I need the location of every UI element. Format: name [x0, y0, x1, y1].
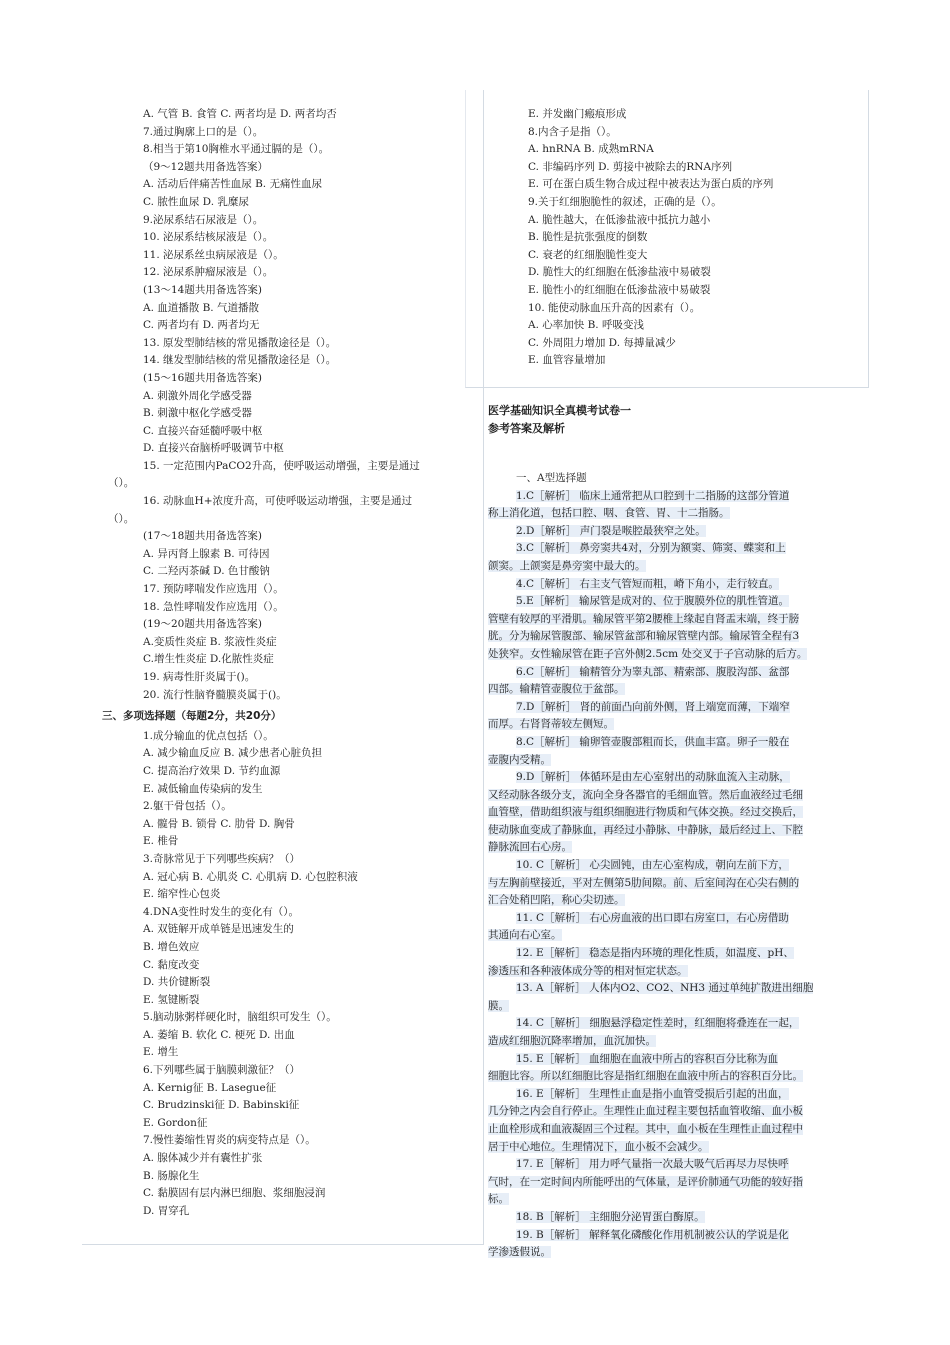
question-line: (15～16题共用备选答案) [143, 371, 262, 384]
question-line: A.变质性炎症 B. 浆液性炎症 [143, 635, 277, 648]
answer-text: 渗透压和各种液体成分等的相对恒定状态。 [488, 964, 688, 977]
question-line: （9～12题共用备选答案） [143, 160, 269, 173]
answer-text: 气时，在一定时间内所能呼出的气体量，是评价肺通气功能的较好指 [488, 1175, 803, 1188]
question-line: E. 缩窄性心包炎 [143, 888, 221, 901]
answer-line [488, 734, 844, 752]
answer-line [488, 1068, 844, 1086]
question-line: A. 双链解开成单链是迅速发生的 [143, 923, 294, 936]
answer-line [488, 611, 844, 629]
question-line: 6.下列哪些属于脑膜刺激征？（） [143, 1064, 301, 1077]
answer-text: 17. E［解析］ 用力呼气量指一次最大吸气后再尽力尽快呼 [516, 1158, 789, 1171]
question-line: 15. 一定范围内PaCO2升高，使呼吸运动增强，主要是通过 [143, 459, 420, 472]
question-line: 2.躯干骨包括（）。 [143, 800, 232, 813]
question-line: 8.内含子是指（）。 [528, 125, 617, 138]
answer-line [488, 1174, 844, 1192]
answer-text: 而厚。右肾肾蒂较左侧短。 [488, 718, 614, 731]
question-line: E. 血管容量增加 [528, 354, 606, 367]
answer-line [488, 769, 844, 787]
answer-text: 四部。输精管壶腹位于盆部。 [488, 683, 625, 696]
answer-line [488, 1227, 844, 1245]
question-line: A. 髋骨 B. 锁骨 C. 肋骨 D. 胸骨 [143, 817, 295, 830]
answer-line [488, 1051, 844, 1069]
question-line: 11. 泌尿系丝虫病尿液是（）。 [143, 248, 284, 261]
question-line: A. 刺激外周化学感受器 [143, 389, 252, 402]
question-line: 10. 能使动脉血压升高的因素有（）。 [528, 301, 701, 314]
question-line: E. 氢键断裂 [143, 993, 200, 1006]
answer-line [488, 470, 844, 488]
question-line: C.增生性炎症 D.化脓性炎症 [143, 653, 274, 666]
question-line: C. 脓性血尿 D. 乳糜尿 [143, 195, 249, 208]
question-line: 12. 泌尿系肿瘤尿液是（）。 [143, 266, 274, 279]
question-line: A. 萎缩 B. 软化 C. 梗死 D. 出血 [143, 1028, 295, 1041]
answer-line [488, 593, 844, 611]
answer-line [488, 1015, 844, 1033]
answer-line [488, 839, 844, 857]
answer-text: 胱。分为输尿管腹部、输尿管盆部和输尿管壁内部。输尿管全程有3 [488, 630, 800, 643]
answer-text: 使动脉血变成了静脉血，再经过小静脉、中静脉，最后经过上、下腔 [488, 823, 803, 836]
answer-text: 细胞比容。所以红细胞比容是指红细胞在血液中所占的容积百分比。 [488, 1070, 803, 1083]
answer-text: 血管壁，借助组织液与组织细胞进行物质和气体交换。经过交换后， [488, 806, 803, 819]
question-line: B. 刺激中枢化学感受器 [143, 407, 252, 420]
question-line: E. 增生 [143, 1046, 179, 1059]
answer-line [488, 628, 844, 646]
answers-title: 医学基础知识全真模考试卷一 [488, 404, 631, 417]
question-line: 14. 继发型肺结核的常见播散途径是（）。 [143, 354, 337, 367]
question-line: D. 共价键断裂 [143, 976, 211, 989]
question-line: 20. 流行性脑脊髓膜炎属于()。 [143, 688, 287, 701]
question-line: （）。 [108, 477, 135, 490]
question-line: B. 肠腺化生 [143, 1169, 200, 1182]
question-line: A. 脆性越大，在低渗盐液中抵抗力越小 [528, 213, 711, 226]
answer-line [488, 540, 844, 558]
answer-line [488, 927, 844, 945]
answer-line [488, 558, 844, 576]
question-line: C. 二羟丙茶碱 D. 色甘酸钠 [143, 565, 270, 578]
question-line: B. 脆性是抗张强度的倒数 [528, 231, 648, 244]
question-line: A. 气管 B. 食管 C. 两者均是 D. 两者均否 [143, 108, 337, 120]
question-line: 9.关于红细胞脆性的叙述，正确的是（）。 [528, 195, 722, 208]
answer-text: 膜。 [488, 999, 509, 1012]
answer-line [488, 488, 844, 506]
question-line: 16. 动脉血H+浓度升高，可使呼吸运动增强，主要是通过 [143, 495, 412, 508]
answer-text: 几分钟之内会自行停止。生理性止血过程主要包括血管收缩、血小板 [488, 1105, 803, 1118]
question-line: 7.通过胸廓上口的是（）。 [143, 125, 264, 138]
question-line: C. 提高治疗效果 D. 节约血源 [143, 764, 281, 777]
question-line: 9.泌尿系结石尿液是（）。 [143, 213, 264, 226]
answer-line [488, 1191, 844, 1209]
answer-line [488, 945, 844, 963]
question-line: A. 血道播散 B. 气道播散 [143, 301, 259, 314]
section-heading: 三、多项选择题（每题2分，共20分） [102, 710, 282, 723]
answer-text: 管壁有较厚的平滑肌。输尿管平第2腰椎上缘起自肾盂末端，终于膀 [488, 612, 800, 625]
answer-text: 壶腹内受精。 [488, 753, 551, 766]
question-line: A. Kernig征 B. Lasegue征 [143, 1081, 277, 1094]
question-line: A. 活动后伴痛苦性血尿 B. 无痛性血尿 [143, 178, 322, 191]
answer-line [488, 910, 844, 928]
question-line: E. 并发幽门瘢痕形成 [528, 108, 627, 120]
question-line: C. Brudzinski征 D. Babinski征 [143, 1099, 300, 1112]
question-line: 18. 急性哮喘发作应选用（）。 [143, 600, 284, 613]
answer-text: 9.D［解析］ 体循环是由左心室射出的动脉血流入主动脉， [516, 771, 790, 784]
answer-text: 3.C［解析］ 鼻旁窦共4对，分别为额窦、筛窦、蝶窦和上 [516, 542, 786, 555]
question-line: 17. 预防哮喘发作应选用（）。 [143, 583, 284, 596]
question-line: C. 直接兴奋延髓呼吸中枢 [143, 424, 263, 437]
question-line: C. 两者均有 D. 两者均无 [143, 319, 260, 332]
answer-text: 称上消化道，包括口腔、咽、食管、胃、十二指肠。 [488, 507, 730, 520]
answer-text: 1.C［解析］ 临床上通常把从口腔到十二指肠的这部分管道 [516, 489, 790, 502]
answer-text: 止血栓形成和血液凝固三个过程。其中，血小板在生理性止血过程中 [488, 1122, 803, 1135]
question-line: D. 胃穿孔 [143, 1204, 190, 1217]
question-line: A. 冠心病 B. 心肌炎 C. 心肌病 D. 心包腔积液 [143, 870, 358, 883]
answer-text: 静脉流回右心房。 [488, 841, 572, 854]
answer-line [488, 681, 844, 699]
answer-line [488, 576, 844, 594]
question-line: A. 减少输血反应 B. 减少患者心脏负担 [143, 747, 322, 760]
answer-text: 又经动脉各级分支，流向全身各器官的毛细血管。然后血液经过毛细 [488, 788, 803, 801]
left-column [102, 106, 458, 1220]
answer-line [488, 505, 844, 523]
question-line: 7.慢性萎缩性胃炎的病变特点是（）。 [143, 1134, 316, 1147]
answer-line [488, 1156, 844, 1174]
question-line: A. 腺体减少并有囊性扩张 [143, 1152, 263, 1165]
question-line: 10. 泌尿系结核尿液是（）。 [143, 231, 274, 244]
answer-line [488, 1086, 844, 1104]
answer-line [488, 875, 844, 893]
question-line: （）。 [108, 512, 135, 525]
question-line: 4.DNA变性时发生的变化有（）。 [143, 905, 299, 918]
answer-line [488, 1103, 844, 1121]
answer-text: 标。 [488, 1193, 509, 1206]
question-line: C. 外周阻力增加 D. 每搏量减少 [528, 336, 676, 349]
question-line: C. 衰老的红细胞脆性变大 [528, 248, 648, 261]
answer-line [488, 646, 844, 664]
question-line: C. 黏膜固有层内淋巴细胞、浆细胞浸润 [143, 1187, 326, 1200]
answer-line [488, 523, 844, 541]
answer-line [488, 664, 844, 682]
question-line: (19～20题共用备选答案) [143, 618, 262, 631]
answer-text: 19. B［解析］ 解释氧化磷酸化作用机制被公认的学说是化 [516, 1228, 789, 1241]
right-top-column [528, 106, 848, 370]
question-line: C. 黏度改变 [143, 958, 200, 971]
question-line: E. 脆性小的红细胞在低渗盐液中易破裂 [528, 283, 711, 296]
answer-text: 5.E［解析］ 输尿管是成对的、位于腹膜外位的肌性管道。 [516, 595, 790, 608]
answer-text: 汇合处稍凹陷，称心尖切迹。 [488, 894, 625, 907]
answer-text: 16. E［解析］ 生理性止血是指小血管受损后引起的出血， [516, 1087, 789, 1100]
question-line: 13. 原发型肺结核的常见播散途径是（）。 [143, 336, 337, 349]
answer-line [488, 998, 844, 1016]
answer-text: 居于中心地位。生理情况下，血小板不会减少。 [488, 1140, 709, 1153]
answer-text: 学渗透假说。 [488, 1246, 551, 1259]
answer-line [488, 716, 844, 734]
question-line: (13～14题共用备选答案) [143, 283, 262, 296]
question-line: (17～18题共用备选答案) [143, 530, 262, 543]
answer-text: 7.D［解析］ 肾的前面凸向前外侧，肾上端宽而薄，下端窄 [516, 700, 790, 713]
question-line: 3.奇脉常见于下列哪些疾病？（） [143, 852, 301, 865]
answer-text: 4.C［解析］ 右主支气管短而粗，嵴下角小，走行较直。 [516, 577, 779, 590]
answer-line [488, 699, 844, 717]
answer-text: 18. B［解析］ 主细胞分泌胃蛋白酶原。 [516, 1210, 705, 1223]
answer-text: 2.D［解析］ 声门裂是喉腔最狭窄之处。 [516, 524, 706, 537]
answer-line [488, 980, 844, 998]
answer-text: 一、A型选择题 [516, 472, 587, 484]
answer-line [488, 1244, 844, 1262]
question-line: E. Gordon征 [143, 1116, 208, 1129]
question-line: E. 椎骨 [143, 835, 179, 848]
answer-text: 颌窦。上颌窦是鼻旁窦中最大的。 [488, 559, 646, 572]
answer-text: 13. A［解析］ 人体内O2、CO2、NH3 通过单纯扩散进出细胞 [516, 982, 814, 995]
answer-text: 其通向右心室。 [488, 929, 562, 942]
question-line: 8.相当于第10胸椎水平通过膈的是（）。 [143, 143, 330, 156]
question-line: B. 增色效应 [143, 940, 200, 953]
answer-line [488, 822, 844, 840]
question-line: A. 心率加快 B. 呼吸变浅 [528, 319, 644, 332]
answer-line [488, 752, 844, 770]
question-line: 1.成分输血的优点包括（）。 [143, 729, 274, 742]
answer-text: 14. C［解析］ 细胞悬浮稳定性差时，红细胞将叠连在一起， [516, 1017, 800, 1030]
answer-line [488, 804, 844, 822]
question-line: E. 可在蛋白质生物合成过程中被表达为蛋白质的序列 [528, 178, 774, 191]
question-line: D. 脆性大的红细胞在低渗盐液中易破裂 [528, 266, 711, 279]
question-line: E. 减低输血传染病的发生 [143, 782, 263, 795]
answer-text: 6.C［解析］ 输精管分为睾丸部、精索部、腹股沟部、盆部 [516, 665, 790, 678]
answers-subtitle: 参考答案及解析 [488, 422, 565, 435]
answer-text: 15. E［解析］ 血细胞在血液中所占的容积百分比称为血 [516, 1052, 779, 1065]
question-line: 19. 病毒性肝炎属于()。 [143, 671, 256, 683]
answer-text: 处狭窄。女性输尿管在距子宫外侧2.5cm 处交叉于子宫动脉的后方。 [488, 647, 808, 660]
question-line: D. 直接兴奋脑桥呼吸调节中枢 [143, 442, 284, 455]
answer-line [488, 1139, 844, 1157]
question-line: A. hnRNA B. 成熟mRNA [528, 143, 654, 156]
question-line: 5.脑动脉粥样硬化时，脑组织可发生（）。 [143, 1011, 337, 1024]
answer-line [488, 1209, 844, 1227]
answer-text: 12. E［解析］ 稳态是指内环境的理化性质，如温度、pH、 [516, 947, 794, 960]
answer-text: 11. C［解析］ 右心房血液的出口即右房室口，右心房借助 [516, 911, 789, 924]
answer-line [488, 787, 844, 805]
answer-line [488, 1033, 844, 1051]
answer-text: 造成红细胞沉降率增加，血沉加快。 [488, 1035, 656, 1047]
question-line: C. 非编码序列 D. 剪接中被除去的RNA序列 [528, 160, 733, 173]
answers-list [488, 470, 844, 1262]
answer-line [488, 1121, 844, 1139]
question-line: A. 异丙肾上腺素 B. 可待因 [143, 547, 270, 560]
answer-text: 与左胸前壁接近，平对左侧第5肋间隙。前、后室间沟在心尖右侧的 [488, 876, 800, 889]
answer-line [488, 857, 844, 875]
answer-text: 10. C［解析］ 心尖圆钝，由左心室构成，朝向左前下方， [516, 859, 789, 872]
answer-line [488, 963, 844, 981]
answers-section [488, 402, 844, 1262]
answer-line [488, 892, 844, 910]
answer-text: 8.C［解析］ 输卵管壶腹部粗而长，供血丰富。卵子一般在 [516, 735, 790, 748]
